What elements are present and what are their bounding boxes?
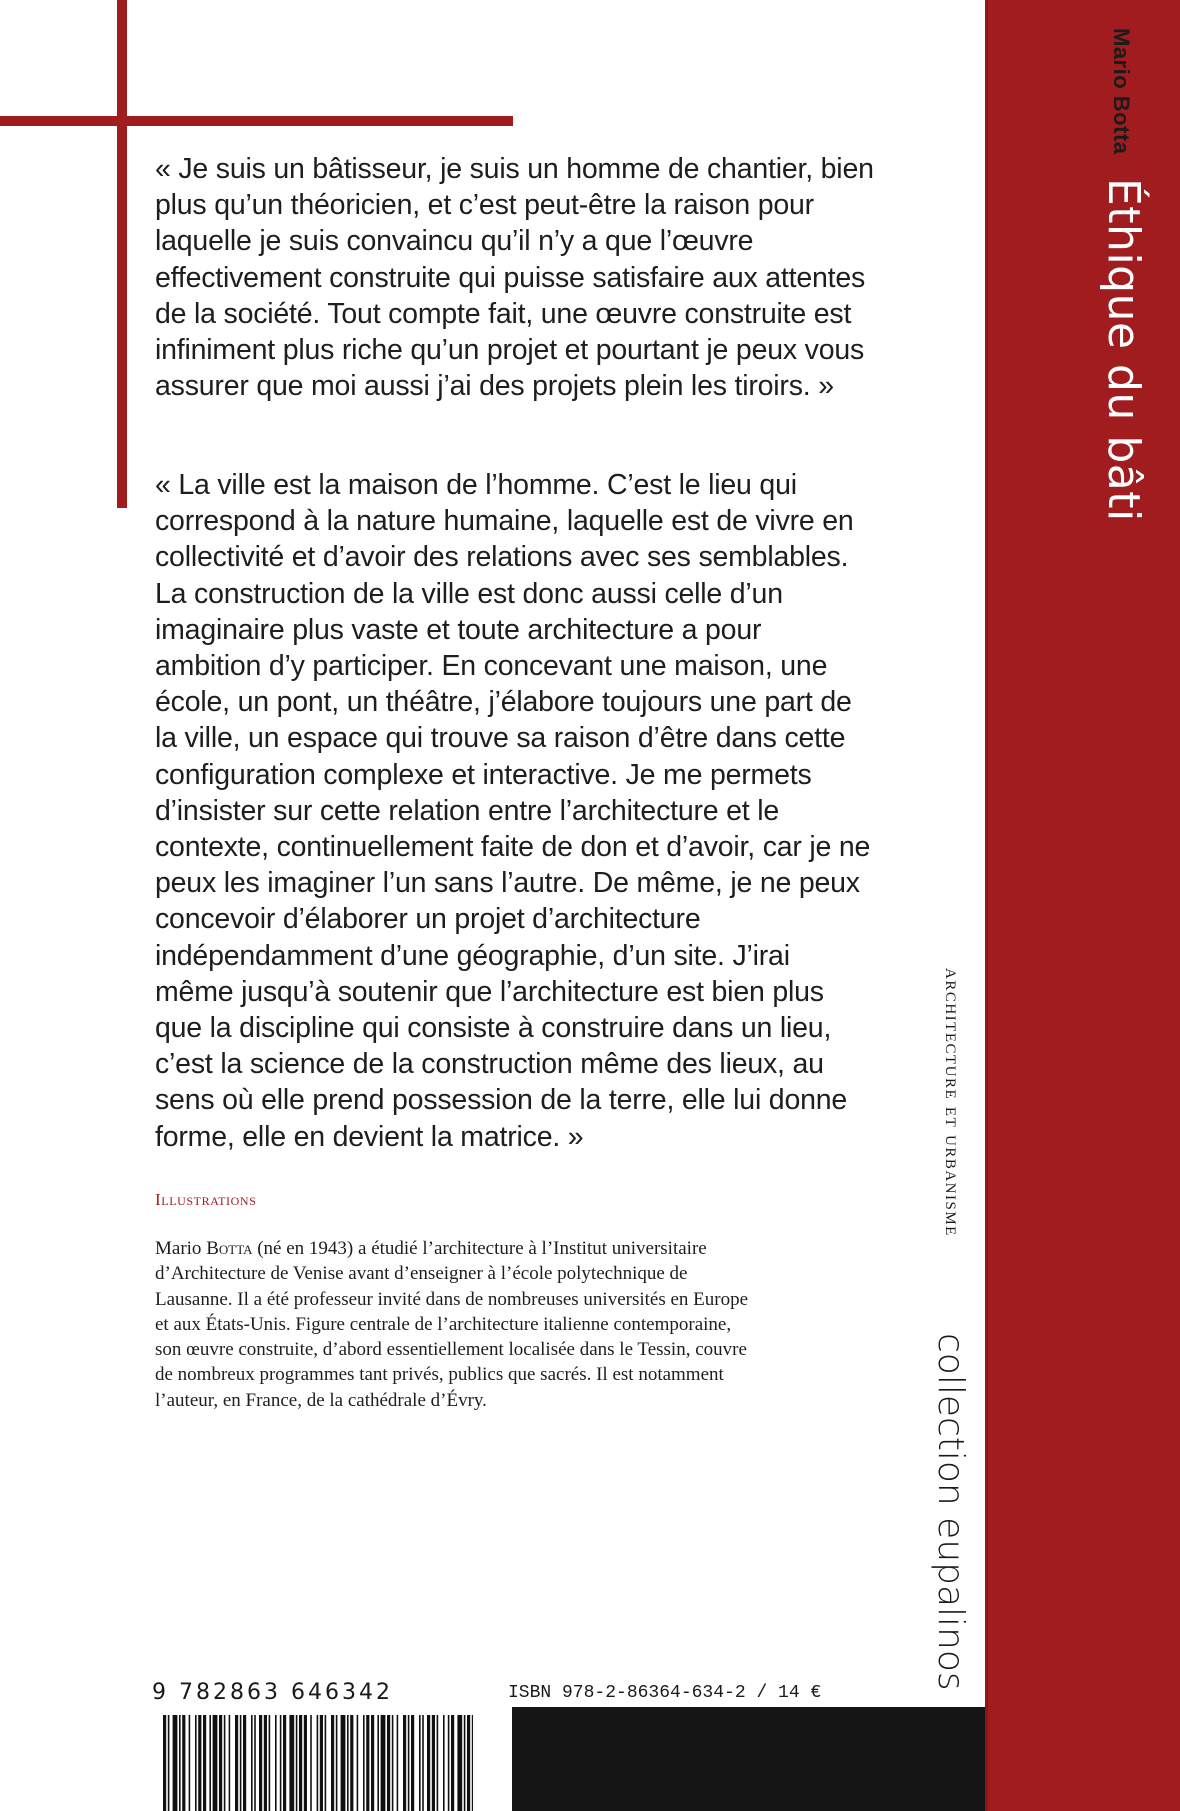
barcode-bar (437, 1715, 439, 1811)
illustrations-heading: Illustrations (155, 1190, 257, 1209)
barcode-bar (189, 1715, 191, 1811)
barcode-bar (310, 1715, 312, 1811)
cross-mark-horizontal (0, 116, 513, 126)
barcode-bar (280, 1715, 282, 1811)
barcode-bar (411, 1715, 414, 1811)
barcode-bar (432, 1715, 435, 1811)
barcode-bar (363, 1715, 365, 1811)
barcode-bar (422, 1715, 424, 1811)
isbn-price: ISBN 978-2-86364-634-2 / 14 € (508, 1683, 822, 1703)
barcode-bar (203, 1715, 206, 1811)
barcode-bar (408, 1715, 410, 1811)
barcode (163, 1715, 473, 1811)
barcode-bar (443, 1715, 445, 1811)
barcode-bar (325, 1715, 327, 1811)
barcode-bar (347, 1715, 349, 1811)
spine-author: Mario Botta (1109, 28, 1134, 155)
barcode-bar (209, 1715, 211, 1811)
quote-paragraph-1: « Je suis un bâtisseur, je suis un homme de chantier, bien plus qu’un théoricien, et c’est peut-être la raison pour laquelle je suis convaincu qu’il n’y a que l’œuvre effectivement construite qui puisse satisfaire aux attentes de la société. Tout compte fait, une œuvre construite est infiniment plus riche qu’un projet et pourtant je peux vous assurer que moi aussi j’ai des projets plein les tiroirs. » (155, 153, 874, 403)
bio-last-name: Botta (206, 1238, 253, 1259)
barcode-bar (371, 1715, 374, 1811)
barcode-bar (269, 1715, 271, 1811)
barcode-bar (259, 1715, 262, 1811)
barcode-bar (366, 1715, 369, 1811)
barcode-bar (304, 1715, 307, 1811)
barcode-digits: 9 782863 646342 (152, 1680, 393, 1705)
bio-first-name: Mario (155, 1238, 202, 1259)
barcode-bar (163, 1715, 166, 1811)
barcode-bar (392, 1715, 394, 1811)
barcode-bar (179, 1715, 181, 1811)
barcode-bar (229, 1715, 231, 1811)
bio-text: (né en 1943) a étudié l’architecture à l’Institut universitaire d’Architecture de Venise avant d’enseigner à l’école polytechnique de Lausanne. Il a été professeur invité dans de nombreuses universités en Europe et aux États-Unis. Figure centrale de l’architecture italienne contemporaine, son œuvre construite, d’abord essentiellement localisée dans le Tessin, couvre de nombreux programmes tant privés, publics que sacrés. Il est notamment l’auteur, en France, de la cathédrale d’Évry. (155, 1238, 749, 1411)
barcode-bar (357, 1715, 359, 1811)
barcode-bar (397, 1715, 399, 1811)
barcode-bar (299, 1715, 302, 1811)
barcode-bar (235, 1715, 238, 1811)
barcode-bar (419, 1715, 421, 1811)
spine-red-band (985, 0, 1180, 1811)
barcode-bar (195, 1715, 197, 1811)
barcode-bar (341, 1715, 346, 1811)
black-bar (512, 1707, 985, 1811)
barcode-bar (350, 1715, 353, 1811)
barcode-bar (224, 1715, 226, 1811)
barcode-bar (381, 1715, 386, 1811)
barcode-bar (331, 1715, 334, 1811)
barcode-bar (451, 1715, 454, 1811)
spine-title: Éthique du bâti (1098, 178, 1149, 522)
barcode-bar (427, 1715, 430, 1811)
barcode-bar (472, 1715, 473, 1811)
barcode-bar (464, 1715, 466, 1811)
spine-series: architecture et urbanisme (941, 968, 965, 1237)
barcode-bar (275, 1715, 277, 1811)
barcode-bar (251, 1715, 253, 1811)
barcode-bar (182, 1715, 185, 1811)
cross-mark-vertical (117, 0, 127, 508)
barcode-bar (296, 1715, 298, 1811)
barcode-bar (403, 1715, 406, 1811)
barcode-bar (254, 1715, 256, 1811)
barcode-bar (467, 1715, 470, 1811)
barcode-bar (457, 1715, 462, 1811)
barcode-bar (168, 1715, 170, 1811)
spine-collection: collection eupalinos (930, 1333, 971, 1691)
barcode-bar (387, 1715, 390, 1811)
barcode-bar (213, 1715, 218, 1811)
barcode-bar (448, 1715, 450, 1811)
barcode-bar (336, 1715, 338, 1811)
barcode-bar (264, 1715, 267, 1811)
barcode-bar (289, 1715, 294, 1811)
quote-paragraph-2: « La ville est la maison de l’homme. C’est le lieu qui correspond à la nature humaine, laquelle est de vivre en collectivité et d’avoir des relations avec ses semblables. La construction de la ville est donc aussi celle d’un imaginaire plus vaste et toute architecture a pour ambition d’y participer. En concevant une maison, une école, un pont, un théâtre, j’élabore toujours une part de la ville, un espace qui trouve sa raison d’être dans cette configuration complexe et interactive. Je me permets d’insister sur cette relation entre l’architecture et le contexte, continuellement faite de don et d’avoir, car je ne peux les imaginer l’un sans l’autre. De même, je ne peux concevoir d’élaborer un projet d’architecture indépendamment d’une géographie, d’un site. J’irai même jusqu’à soutenir que l’architecture est bien plus que la discipline qui consiste à construire dans un lieu, c’est la science de la construction même des lieux, au sens où elle prend possession de la terre, elle lui donne forme, elle en devient la matrice. » (155, 469, 871, 1153)
barcode-bar (243, 1715, 246, 1811)
barcode-bar (198, 1715, 201, 1811)
author-bio (155, 1236, 755, 1413)
barcode-bar (377, 1715, 379, 1811)
barcode-bar (240, 1715, 242, 1811)
barcode-bar (283, 1715, 286, 1811)
barcode-bar (173, 1715, 178, 1811)
barcode-bar (320, 1715, 323, 1811)
spine-band-edge (985, 0, 988, 1811)
barcode-bar (219, 1715, 222, 1811)
barcode-bar (317, 1715, 319, 1811)
